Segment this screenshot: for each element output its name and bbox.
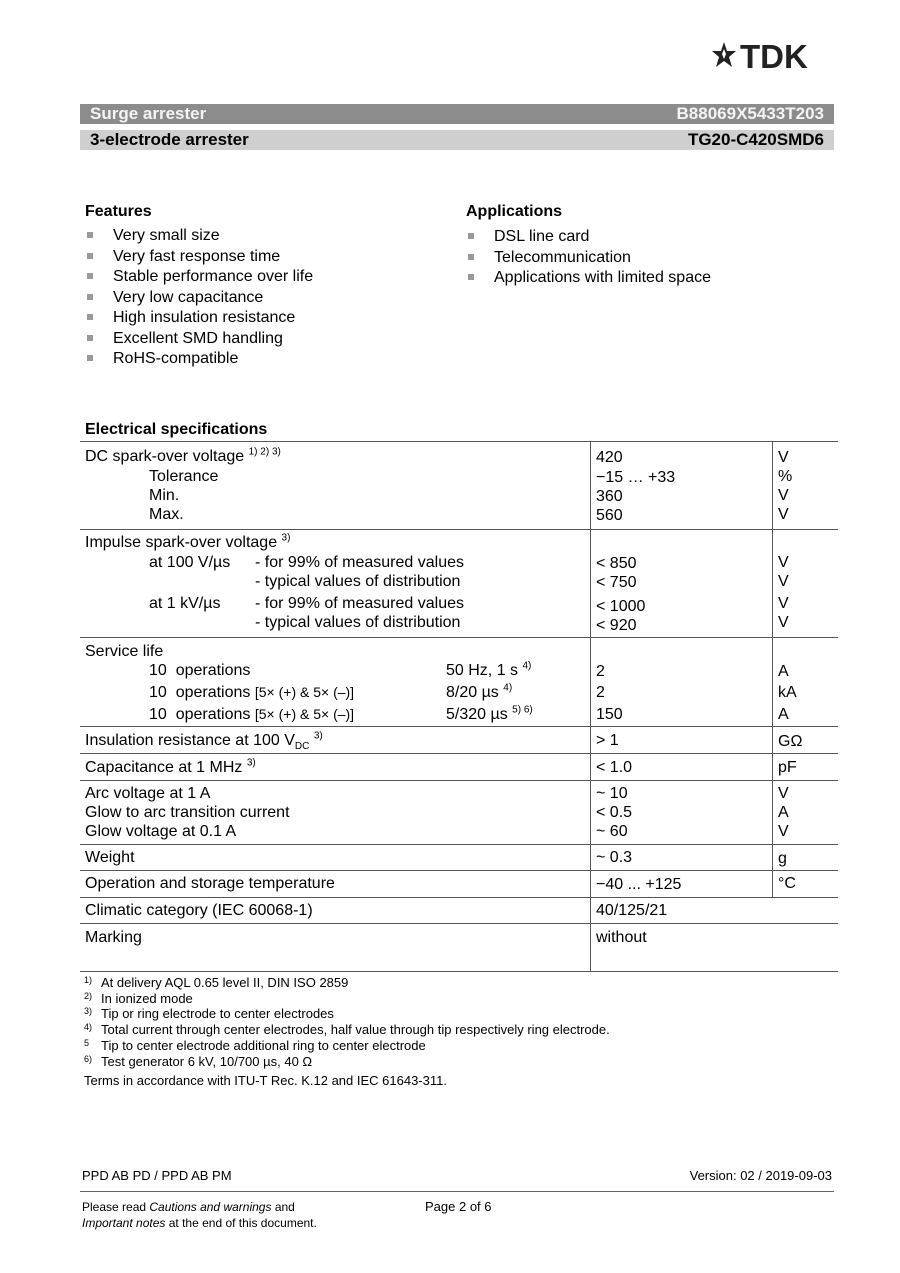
service-row: 10 operations [5× (+) & 5× (–)] bbox=[149, 684, 355, 701]
page-number: Page 2 of 6 bbox=[425, 1199, 492, 1214]
impulse-value: < 750 bbox=[596, 574, 637, 591]
glow-voltage-label: Glow voltage at 0.1 A bbox=[85, 823, 237, 840]
table-rule bbox=[80, 971, 838, 972]
arc-voltage-label: Arc voltage at 1 A bbox=[85, 785, 211, 802]
table-rule bbox=[80, 529, 838, 530]
service-condition: 50 Hz, 1 s $^{4)}$ bbox=[446, 660, 532, 679]
footer-version: Version: 02 / 2019-09-03 bbox=[689, 1168, 832, 1183]
bullet-icon bbox=[468, 254, 474, 260]
footnote: 6) Test generator 6 kV, 10/700 µs, 40 Ω bbox=[84, 1054, 313, 1069]
footer-rule bbox=[80, 1191, 834, 1192]
service-value: 2 bbox=[596, 684, 605, 701]
list-item: Very small size bbox=[85, 226, 415, 247]
impulse-sparkover-label: Impulse spark-over voltage $^{3)}$ bbox=[85, 532, 291, 551]
service-value: 2 bbox=[596, 663, 605, 680]
bullet-icon bbox=[87, 273, 93, 279]
dc-max-label: Max. bbox=[149, 506, 184, 523]
list-item: Very low capacitance bbox=[85, 288, 415, 309]
header-bar-secondary bbox=[80, 130, 834, 150]
impulse-value: < 920 bbox=[596, 617, 637, 634]
impulse-unit: V bbox=[778, 573, 789, 590]
footnote: 2) In ionized mode bbox=[84, 991, 193, 1006]
applications-heading: Applications bbox=[466, 203, 563, 220]
list-item: High insulation resistance bbox=[85, 308, 415, 329]
capacitance-unit: pF bbox=[778, 759, 797, 776]
table-rule bbox=[80, 870, 838, 871]
applications-list bbox=[466, 227, 806, 289]
service-life-label: Service life bbox=[85, 643, 164, 660]
weight-value: ~ 0.3 bbox=[596, 849, 633, 866]
service-unit: A bbox=[778, 663, 789, 680]
model-number: TG20-C420SMD6 bbox=[687, 130, 824, 149]
temperature-label: Operation and storage temperature bbox=[85, 875, 335, 892]
specs-heading: Electrical specifications bbox=[85, 421, 268, 438]
terms-note: Terms in accordance with ITU-T Rec. K.12 and IEC 61643-311. bbox=[84, 1073, 447, 1088]
glow-transition-value: < 0.5 bbox=[596, 804, 633, 821]
list-item: Telecommunication bbox=[466, 248, 806, 269]
insulation-unit: GΩ bbox=[778, 733, 803, 750]
product-type: Surge arrester bbox=[90, 104, 207, 123]
product-subtype: 3-electrode arrester bbox=[90, 130, 249, 149]
list-item: RoHS-compatible bbox=[85, 349, 415, 370]
service-value: 150 bbox=[596, 706, 623, 723]
dc-tolerance-unit: % bbox=[778, 468, 793, 485]
dc-min-label: Min. bbox=[149, 487, 180, 504]
impulse-rate-label: at 100 V/µs bbox=[149, 554, 231, 571]
impulse-value: < 1000 bbox=[596, 598, 646, 615]
weight-label: Weight bbox=[85, 849, 135, 866]
logo-text: TDK bbox=[740, 40, 808, 72]
bullet-icon bbox=[468, 233, 474, 239]
footnote: 4) Total current through center electrodes, half value through tip respectively ring electrode. bbox=[84, 1022, 610, 1037]
table-rule bbox=[80, 780, 838, 781]
bullet-icon bbox=[87, 355, 93, 361]
list-item: Stable performance over life bbox=[85, 267, 415, 288]
footer-department: PPD AB PD / PPD AB PM bbox=[82, 1168, 232, 1183]
service-row: 10 operations [5× (+) & 5× (–)] bbox=[149, 706, 355, 723]
dc-min-unit: V bbox=[778, 487, 789, 504]
arc-voltage-unit: V bbox=[778, 785, 789, 802]
tdk-diamond-logo-icon bbox=[710, 40, 838, 72]
table-rule bbox=[80, 637, 838, 638]
glow-transition-unit: A bbox=[778, 804, 789, 821]
table-rule bbox=[80, 844, 838, 845]
impulse-value: < 850 bbox=[596, 555, 637, 572]
list-item: Applications with limited space bbox=[466, 268, 806, 289]
table-rule bbox=[80, 441, 838, 442]
dc-tolerance-value: −15 … +33 bbox=[596, 469, 676, 486]
climatic-value: 40/125/21 bbox=[596, 902, 668, 919]
weight-unit: g bbox=[778, 850, 787, 867]
dc-min-value: 360 bbox=[596, 488, 623, 505]
insulation-value: > 1 bbox=[596, 732, 619, 749]
table-rule bbox=[80, 753, 838, 754]
service-condition: 5/320 µs $^{5) 6)}$ bbox=[446, 704, 533, 723]
footnote: 5 Tip to center electrode additional ring to center electrode bbox=[84, 1038, 426, 1053]
tdk-logo bbox=[710, 40, 838, 72]
climatic-label: Climatic category (IEC 60068-1) bbox=[85, 902, 313, 919]
impulse-desc: - typical values of distribution bbox=[255, 614, 461, 631]
impulse-desc: - for 99% of measured values bbox=[255, 554, 464, 571]
capacitance-value: < 1.0 bbox=[596, 759, 633, 776]
features-heading: Features bbox=[85, 203, 152, 220]
part-number: B88069X5433T203 bbox=[676, 104, 824, 123]
bullet-icon bbox=[87, 232, 93, 238]
marking-value: without bbox=[596, 929, 647, 946]
impulse-unit: V bbox=[778, 554, 789, 571]
list-item: Excellent SMD handling bbox=[85, 329, 415, 350]
bullet-icon bbox=[87, 335, 93, 341]
glow-voltage-value: ~ 60 bbox=[596, 823, 628, 840]
bullet-icon bbox=[87, 294, 93, 300]
service-row: 10 operations bbox=[149, 662, 251, 679]
table-column-divider bbox=[772, 441, 773, 897]
bullet-icon bbox=[87, 314, 93, 320]
dc-max-unit: V bbox=[778, 506, 789, 523]
footnote: 3) Tip or ring electrode to center electrodes bbox=[84, 1006, 334, 1021]
impulse-rate-label: at 1 kV/µs bbox=[149, 595, 221, 612]
table-column-divider bbox=[590, 441, 591, 971]
header-bar-primary bbox=[80, 104, 834, 124]
insulation-label: Insulation resistance at 100 $V_{DC}$ $^{3)}$ bbox=[85, 730, 323, 753]
capacitance-label: Capacitance at 1 MHz $^{3)}$ bbox=[85, 757, 256, 776]
service-condition: 8/20 µs $^{4)}$ bbox=[446, 682, 513, 701]
table-rule bbox=[80, 897, 838, 898]
dc-nominal-unit: V bbox=[778, 449, 789, 466]
glow-transition-label: Glow to arc transition current bbox=[85, 804, 290, 821]
impulse-desc: - for 99% of measured values bbox=[255, 595, 464, 612]
footer-note: Please read Cautions and warnings and Important notes at the end of this document. bbox=[82, 1200, 317, 1230]
list-item: DSL line card bbox=[466, 227, 806, 248]
table-rule bbox=[80, 726, 838, 727]
service-unit: A bbox=[778, 706, 789, 723]
dc-sparkover-label: DC spark-over voltage $^{1) 2) 3)}$ bbox=[85, 446, 281, 465]
table-rule bbox=[80, 923, 838, 924]
marking-label: Marking bbox=[85, 929, 142, 946]
dc-max-value: 560 bbox=[596, 507, 623, 524]
bullet-icon bbox=[468, 274, 474, 280]
dc-tolerance-label: Tolerance bbox=[149, 468, 219, 485]
glow-voltage-unit: V bbox=[778, 823, 789, 840]
impulse-desc: - typical values of distribution bbox=[255, 573, 461, 590]
bullet-icon bbox=[87, 253, 93, 259]
dc-nominal-value: 420 bbox=[596, 449, 623, 466]
arc-voltage-value: ~ 10 bbox=[596, 785, 628, 802]
footnote: 1) At delivery AQL 0.65 level II, DIN ISO 2859 bbox=[84, 975, 349, 990]
impulse-unit: V bbox=[778, 595, 789, 612]
temperature-unit: °C bbox=[778, 875, 796, 892]
list-item: Very fast response time bbox=[85, 247, 415, 268]
temperature-value: −40 ... +125 bbox=[596, 876, 682, 893]
impulse-unit: V bbox=[778, 614, 789, 631]
service-unit: kA bbox=[778, 684, 797, 701]
features-list bbox=[85, 226, 415, 370]
